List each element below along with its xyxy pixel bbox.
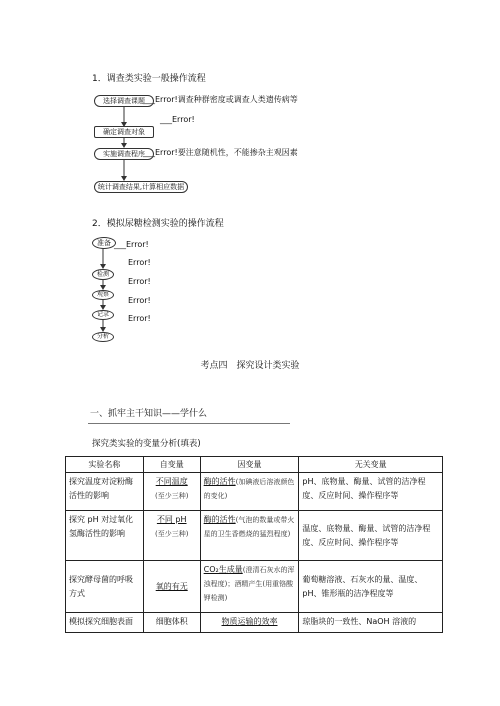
cell-cv: 温度、底物量、酶量、试管的洁净程度、反应时间、操作程序等: [299, 511, 443, 561]
cell-dv: [200, 511, 299, 561]
table-header-row: [66, 457, 443, 473]
cell-iv-value: 细胞体积: [155, 617, 188, 626]
table-row: [66, 473, 443, 511]
section2-error-2: Error!: [128, 258, 151, 267]
cell-name: 探究温度对淀粉酶活性的影响: [66, 473, 144, 511]
table-row: [66, 511, 443, 561]
table-caption: 探究类实验的变量分析(填表): [92, 439, 201, 449]
flow2-step-4: 记录: [92, 310, 114, 320]
cell-dv-note: (澄清石灰水的浑浊程度)；酒精产生: [203, 566, 295, 588]
flow2-step-5: 分析: [92, 332, 114, 342]
flow2-step-1: 准备: [92, 237, 116, 249]
cell-dv-note: (气泡的数量或带火星的卫生香燃烧的猛烈程度): [203, 516, 295, 538]
flow-step-2: 确定调查对象: [94, 126, 154, 138]
cell-iv: [143, 473, 200, 511]
cell-dv-value: 酶的活性: [203, 515, 236, 524]
cell-name: 探究酵母菌的呼吸方式: [66, 561, 144, 613]
cell-iv: [143, 561, 200, 613]
section2-title: 2．模拟尿糖检测实验的操作流程: [92, 219, 224, 229]
cell-iv-value: 氧的有无: [155, 581, 188, 591]
cell-dv-note2: (用重铬酸钾检测): [203, 580, 294, 602]
flow-step-4: 统计调查结果,计算相应数据: [94, 181, 188, 193]
section2-error-3: Error!: [128, 277, 151, 286]
section2-error-5: Error!: [128, 314, 151, 323]
cell-dv-value: CO₂生成量: [203, 565, 243, 574]
cell-cv: 葡萄糖溶液、石灰水的量、温度、pH、锥形瓶的洁净程度等: [299, 561, 443, 613]
cell-name: 模拟探究细胞表面: [66, 613, 144, 633]
section1-error-1: ___Error!调查种群密度或调查人类遗传病等: [143, 95, 298, 104]
cell-iv: [143, 613, 200, 633]
table-row: [66, 561, 443, 613]
cell-iv-value: 不同温度: [155, 477, 188, 486]
flow2-step-3: 观察: [92, 290, 114, 300]
cell-name: 探究 pH 对过氧化氢酶活性的影响: [66, 511, 144, 561]
table-row: [66, 613, 443, 633]
cell-dv-note: (加碘液后溶液颜色的变化): [203, 478, 295, 500]
cell-iv-note: (至少三种): [154, 530, 189, 538]
flow-step-1: 选择调查课题: [94, 95, 154, 107]
divider: [88, 423, 290, 424]
section1-title: 1．调查类实验一般操作流程: [92, 74, 206, 84]
cell-cv: 琼脂块的一致性、NaOH 溶液的: [299, 613, 443, 633]
cell-dv-value: 物质运输的效率: [221, 617, 278, 626]
header-cv: 无关变量: [299, 457, 443, 473]
section1-error-2: ___Error!: [160, 115, 195, 124]
cell-dv: [200, 613, 299, 633]
section1-error-3: ___Error!要注意随机性，不能掺杂主观因素: [143, 148, 298, 157]
flow-step-3: 实施调查程序: [94, 148, 154, 160]
variables-table: [65, 456, 443, 633]
section2-error-1: ___Error!: [114, 240, 149, 249]
header-iv: 自变量: [143, 457, 200, 473]
cell-dv-value: 酶的活性: [203, 477, 236, 486]
cell-dv: [200, 561, 299, 613]
cell-dv: [200, 473, 299, 511]
subheading: 一、抓牢主干知识——学什么: [90, 409, 208, 419]
header-experiment: 实验名称: [66, 457, 144, 473]
cell-iv-value: 不同 pH: [156, 515, 187, 524]
flow2-step-2: 检测: [92, 269, 114, 280]
section-heading: 考点四 探究设计类实验: [200, 361, 300, 371]
cell-iv-note: (至少三种): [154, 492, 189, 500]
header-dv: 因变量: [200, 457, 299, 473]
cell-iv: [143, 511, 200, 561]
cell-cv: pH、底物量、酶量、试管的洁净程度、反应时间、操作程序等: [299, 473, 443, 511]
section2-error-4: Error!: [128, 296, 151, 305]
